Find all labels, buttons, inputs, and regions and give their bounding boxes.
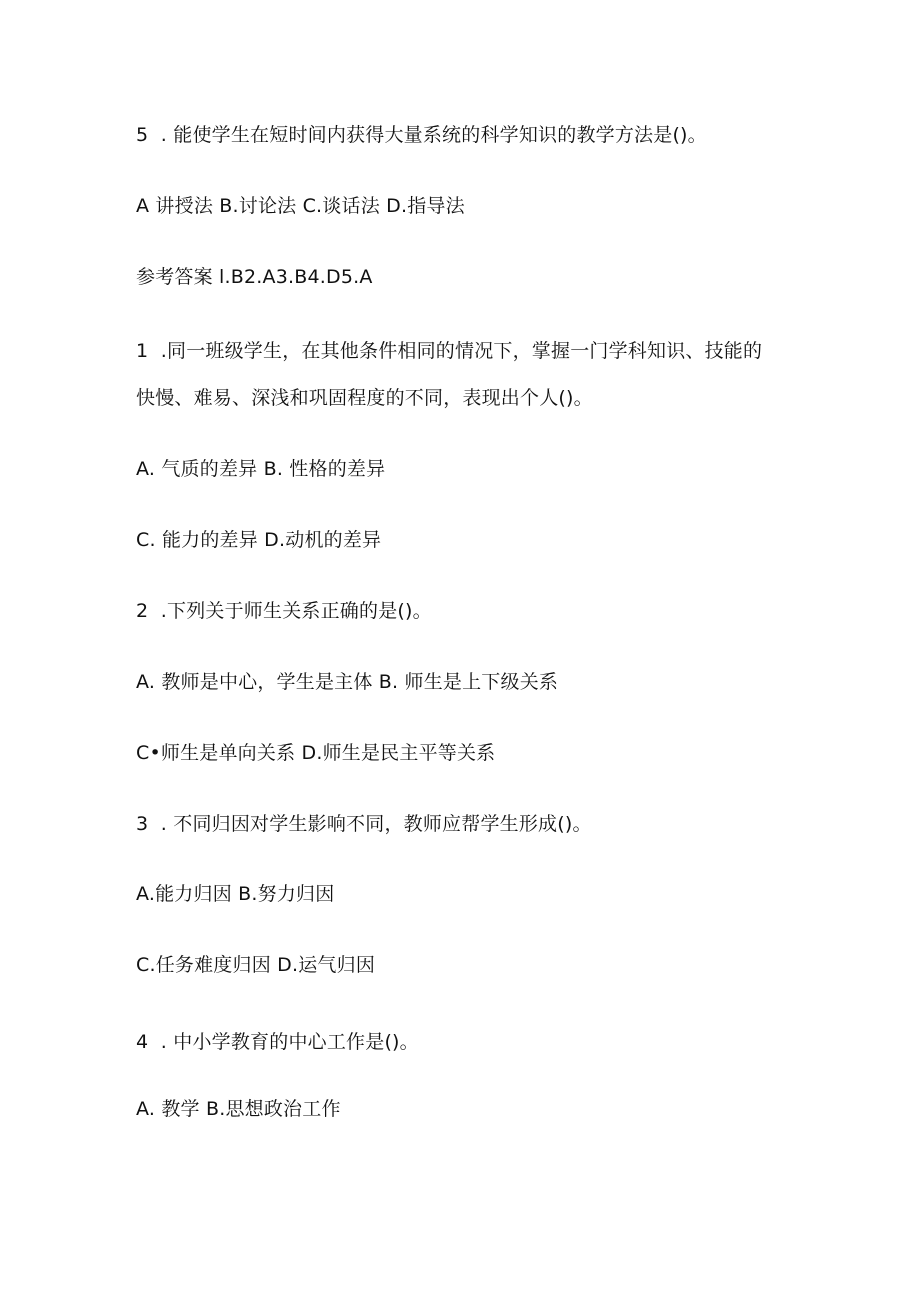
question-3-options-ab: A.能力归因 B.努力归因 <box>136 883 335 905</box>
question-5-options: A 讲授法 B.讨论法 C.谈话法 D.指导法 <box>136 195 465 217</box>
question-1-stem-line-2: 快慢、难易、深浅和巩固程度的不同，表现出个人()。 <box>136 387 593 409</box>
question-3-options-cd: C.任务难度归因 D.运气归因 <box>136 954 376 976</box>
question-1-stem-line-1: 1 .同一班级学生，在其他条件相同的情况下，掌握一门学科知识、技能的 <box>136 340 763 362</box>
question-3-stem: 3 . 不同归因对学生影响不同，教师应帮学生形成()。 <box>136 813 592 835</box>
question-2-options-cd: C•师生是单向关系 D.师生是民主平等关系 <box>136 742 496 764</box>
question-1-options-ab: A. 气质的差异 B. 性格的差异 <box>136 458 386 480</box>
question-2-options-ab: A. 教师是中心，学生是主体 B. 师生是上下级关系 <box>136 671 559 693</box>
question-1-options-cd: C. 能力的差异 D.动机的差异 <box>136 529 382 551</box>
question-4-options-ab: A. 教学 B.思想政治工作 <box>136 1098 341 1120</box>
question-2-stem: 2 .下列关于师生关系正确的是()。 <box>136 600 432 622</box>
answer-key: 参考答案 l.B2.A3.B4.D5.A <box>136 266 373 288</box>
question-5-stem: 5 . 能使学生在短时间内获得大量系统的科学知识的教学方法是()。 <box>136 124 707 146</box>
question-4-stem: 4 . 中小学教育的中心工作是()。 <box>136 1031 419 1053</box>
